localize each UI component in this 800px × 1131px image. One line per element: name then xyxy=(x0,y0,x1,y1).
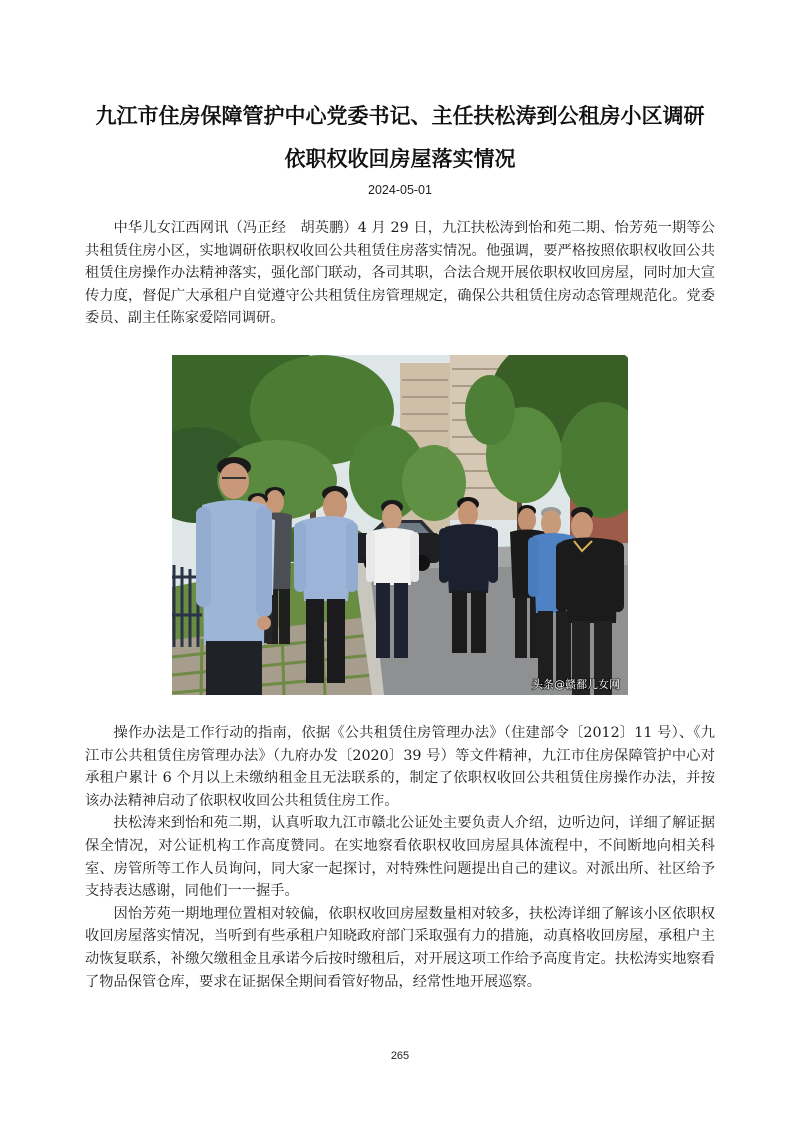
person-6-arm-right xyxy=(488,528,498,583)
person-9-torso xyxy=(562,538,618,624)
person-9-arm-left xyxy=(556,542,568,612)
person-1-arm-left xyxy=(196,507,211,607)
photo-watermark: 头条@赣鄱儿女网 xyxy=(532,678,620,691)
person-8-head xyxy=(541,510,561,536)
person-9-arm-right xyxy=(612,542,624,612)
site-visit-photo xyxy=(172,355,628,695)
person-8-leg-left xyxy=(538,611,553,687)
person-4-arm-right xyxy=(346,522,358,592)
tree-canopy-center-2 xyxy=(402,445,466,521)
person-6-head xyxy=(458,501,478,527)
person-4-arm-left xyxy=(294,522,306,592)
person-4-leg-right xyxy=(327,599,345,683)
person-6-leg-left xyxy=(452,591,467,653)
person-5-head xyxy=(382,504,402,530)
person-5-torso xyxy=(371,528,414,585)
person-7-head xyxy=(518,508,536,532)
article-body xyxy=(85,722,715,993)
person-1-pants xyxy=(206,641,262,695)
person-6-leg-right xyxy=(471,591,486,653)
person-1-hand xyxy=(257,616,271,630)
person-1-head xyxy=(219,463,249,499)
person-5-arm-left xyxy=(366,532,375,582)
person-5-arm-right xyxy=(410,532,419,582)
person-6-arm-left xyxy=(439,528,449,583)
article-title-line-2: 依职权收回房屋落实情况 xyxy=(284,147,516,171)
page-number: 265 xyxy=(390,1050,410,1062)
person-3-leg-right xyxy=(279,589,290,644)
person-5-leg-right xyxy=(394,583,408,658)
lead-paragraph: 中华儿女江西网讯（冯正经 胡英鹏）4 月 29 日，九江扶松涛到怡和苑二期、怡芳苑一期等公共租赁住房小区，实地调研依职权收回公共租赁住房落实情况。他强调，要严格按照依职权收回公共租赁住房操作办法精神落实，强化部门联动，各司其职，合法合规开展依职权收回房屋，同时加大宣传力度，督促广大承租户自觉遵守公共租赁住房管理规定，确保公共租赁住房动态管理规范化。党委委员、副主任陈家爱陪同调研。 xyxy=(85,220,715,327)
body-paragraph-1: 操作办法是工作行动的指南，依据《公共租赁住房管理办法》（住建部令〔2012〕11 号）、《九江市公共租赁住房管理办法》（九府办发〔2020〕39 号）等文件精神，九江市住房保障管护中心对承租户累计 6 个月以上未缴纳租金且无法联系的，制定了依职权收回公共租赁住房操作办法，并按该办法精神启动了依职权收回公共租赁住房工作。 xyxy=(85,725,715,809)
person-9-head xyxy=(571,512,593,540)
article-title xyxy=(50,95,750,181)
person-8-arm-left xyxy=(528,537,538,597)
lead-section xyxy=(85,217,715,330)
person-5-leg-left xyxy=(376,583,390,658)
person-1-arm-right xyxy=(256,507,272,617)
person-6-torso xyxy=(445,524,492,593)
person-4-leg-left xyxy=(306,599,324,683)
tree-canopy-right-4 xyxy=(465,375,515,445)
article-title-line-1: 九江市住房保障管护中心党委书记、主任扶松涛到公租房小区调研 xyxy=(95,104,705,128)
person-4-torso xyxy=(300,516,354,601)
body-paragraph-3: 因怡芳苑一期地理位置相对较偏，依职权收回房屋数量相对较多，扶松涛详细了解该小区依职权收回房屋落实情况，当听到有些承租户知晓政府部门采取强有力的措施，动真格收回房屋，承租户主动恢复联系，补缴欠缴租金且承诺今后按时缴租后，对开展这项工作给予高度肯定。扶松涛实地察看了物品保管仓库，要求在证据保全期间看管好物品，经常性地开展巡察。 xyxy=(85,905,715,990)
publish-date: 2024-05-01 xyxy=(368,183,432,197)
person-7-leg-left xyxy=(515,596,527,658)
body-paragraph-2: 扶松涛来到怡和苑二期，认真听取九江市赣北公证处主要负责人介绍，边听边问，详细了解证据保全情况，对公证机构工作高度赞同。在实地察看依职权收回房屋具体流程中，不间断地向相关科室、房管所等工作人员询问，同大家一起探讨，对特殊性问题提出自己的建议。对派出所、社区给予支持表达感谢，同他们一一握手。 xyxy=(85,815,715,900)
